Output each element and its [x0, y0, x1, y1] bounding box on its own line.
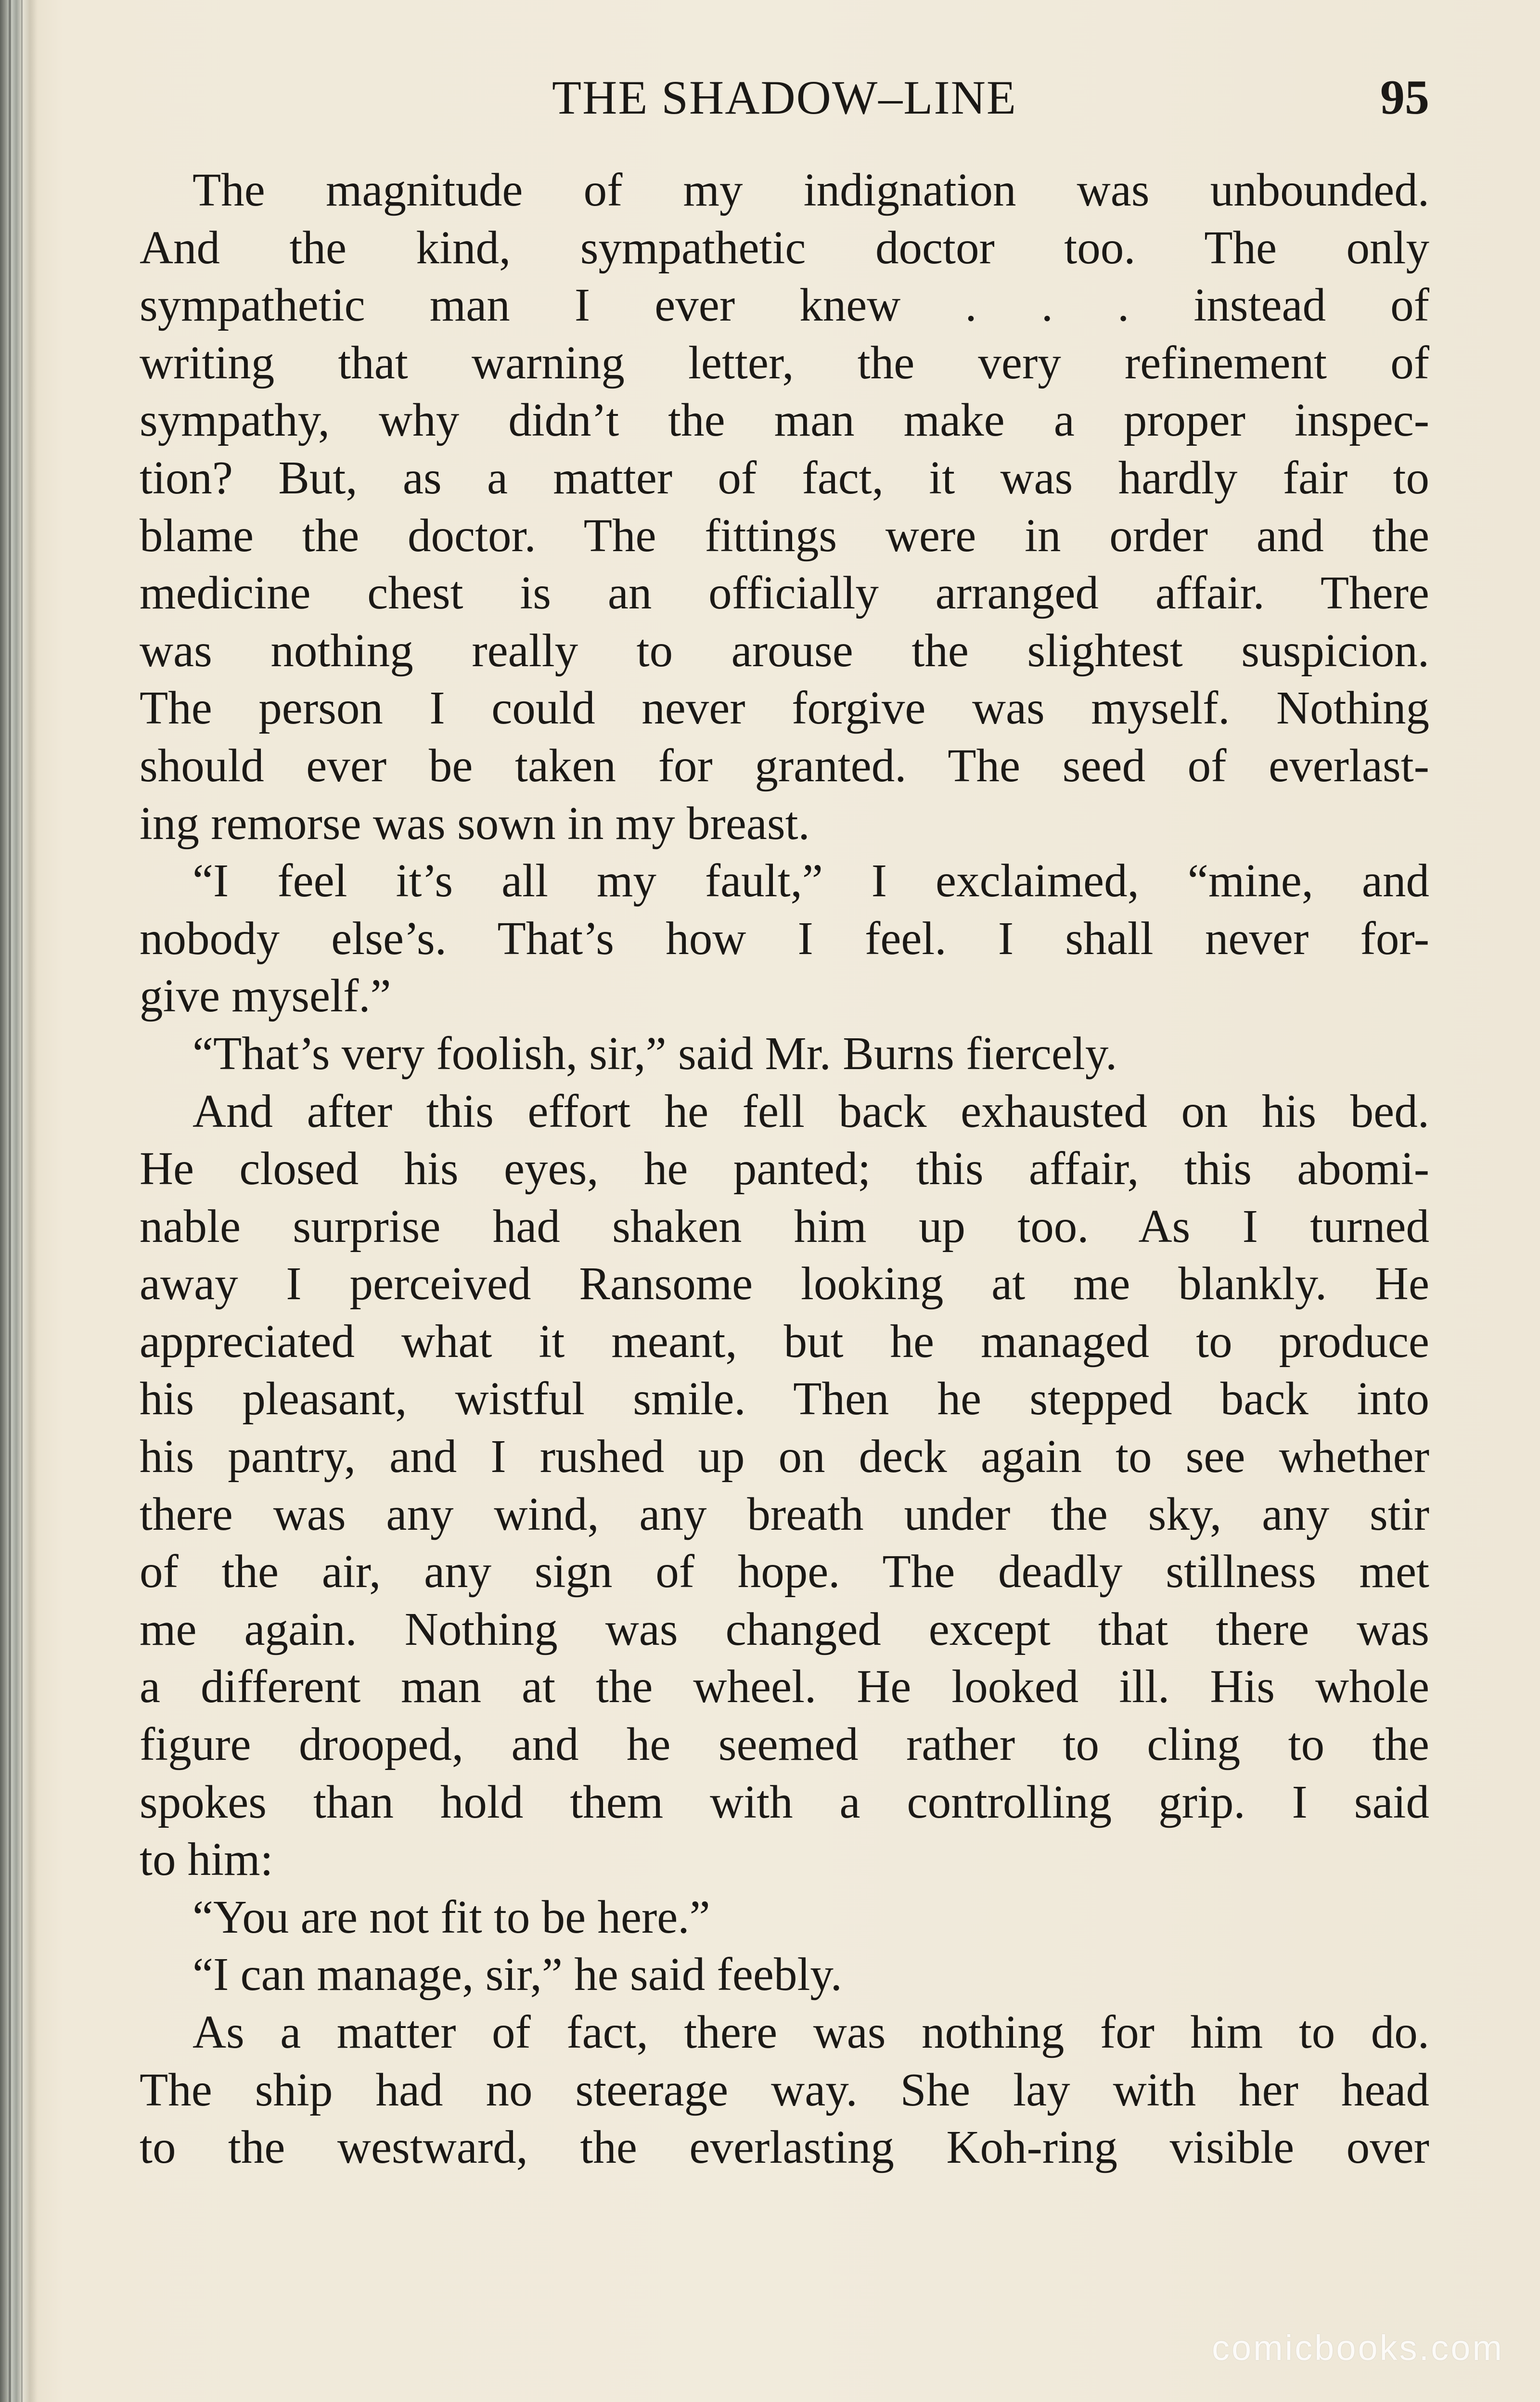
text-line: nobody else’s. That’s how I feel. I shall never for-: [140, 912, 1429, 964]
text-line: writing that warning letter, the very refinement of: [140, 336, 1429, 388]
text-line: spokes than hold them with a controlling grip. I said: [140, 1776, 1429, 1828]
text-line: should ever be taken for granted. The seed of everlast-: [140, 739, 1429, 791]
text-line: me again. Nothing was changed except that there was: [140, 1603, 1429, 1655]
text-line: “You are not fit to be here.”: [192, 1891, 710, 1943]
text-line: And the kind, sympathetic doctor too. The only: [140, 221, 1429, 273]
text-line: there was any wind, any breath under the sky, any stir: [140, 1488, 1429, 1540]
text-line: The ship had no steerage way. She lay with her head: [140, 2064, 1429, 2116]
text-line: “I feel it’s all my fault,” I exclaimed, “mine, and: [192, 855, 1429, 907]
watermark: comicbooks.com: [1211, 2328, 1504, 2368]
running-title: THE SHADOW–LINE: [552, 71, 1017, 124]
body-text: [140, 161, 1429, 2207]
book-spine-edge: [0, 0, 38, 2402]
text-line: tion? But, as a matter of fact, it was hardly fair to: [140, 452, 1429, 504]
text-line: his pantry, and I rushed up on deck again to see whether: [140, 1431, 1429, 1483]
text-line: nable surprise had shaken him up too. As I turned: [140, 1200, 1429, 1252]
text-line: And after this effort he fell back exhausted on his bed.: [192, 1085, 1429, 1137]
text-line: “I can manage, sir,” he said feebly.: [192, 1949, 842, 2001]
text-line: away I perceived Ransome looking at me blankly. He: [140, 1258, 1429, 1310]
text-line: The magnitude of my indignation was unbounded.: [192, 164, 1429, 216]
text-line: figure drooped, and he seemed rather to cling to the: [140, 1718, 1429, 1770]
text-line: his pleasant, wistful smile. Then he stepped back into: [140, 1373, 1429, 1425]
spine-shadow-line: [21, 0, 23, 2402]
text-line: a different man at the wheel. He looked ill. His whole: [140, 1661, 1429, 1713]
text-line: medicine chest is an officially arranged affair. There: [140, 567, 1429, 619]
page-number: 95: [1380, 70, 1429, 125]
text-line: appreciated what it meant, but he managed to produce: [140, 1315, 1429, 1367]
text-line: He closed his eyes, he panted; this affair, this abomi-: [140, 1143, 1429, 1195]
text-line: of the air, any sign of hope. The deadly stillness met: [140, 1546, 1429, 1598]
text-line: sympathetic man I ever knew . . . instead of: [140, 279, 1429, 331]
text-line: give myself.”: [140, 970, 391, 1022]
text-line: to the westward, the everlasting Koh-ring visible over: [140, 2121, 1429, 2173]
text-line: to him:: [140, 1834, 273, 1885]
text-line: sympathy, why didn’t the man make a proper inspec-: [140, 394, 1429, 446]
page-header: [140, 66, 1429, 129]
text-line: As a matter of fact, there was nothing for him to do.: [192, 2006, 1429, 2058]
text-line: was nothing really to arouse the slightest suspicion.: [140, 624, 1429, 676]
text-line: blame the doctor. The fittings were in order and the: [140, 509, 1429, 561]
text-line: The person I could never forgive was myself. Nothing: [140, 682, 1429, 734]
text-line: “That’s very foolish, sir,” said Mr. Burns fiercely.: [192, 1027, 1117, 1079]
text-line: ing remorse was sown in my breast.: [140, 797, 810, 849]
spine-shadow-line: [9, 0, 11, 2402]
